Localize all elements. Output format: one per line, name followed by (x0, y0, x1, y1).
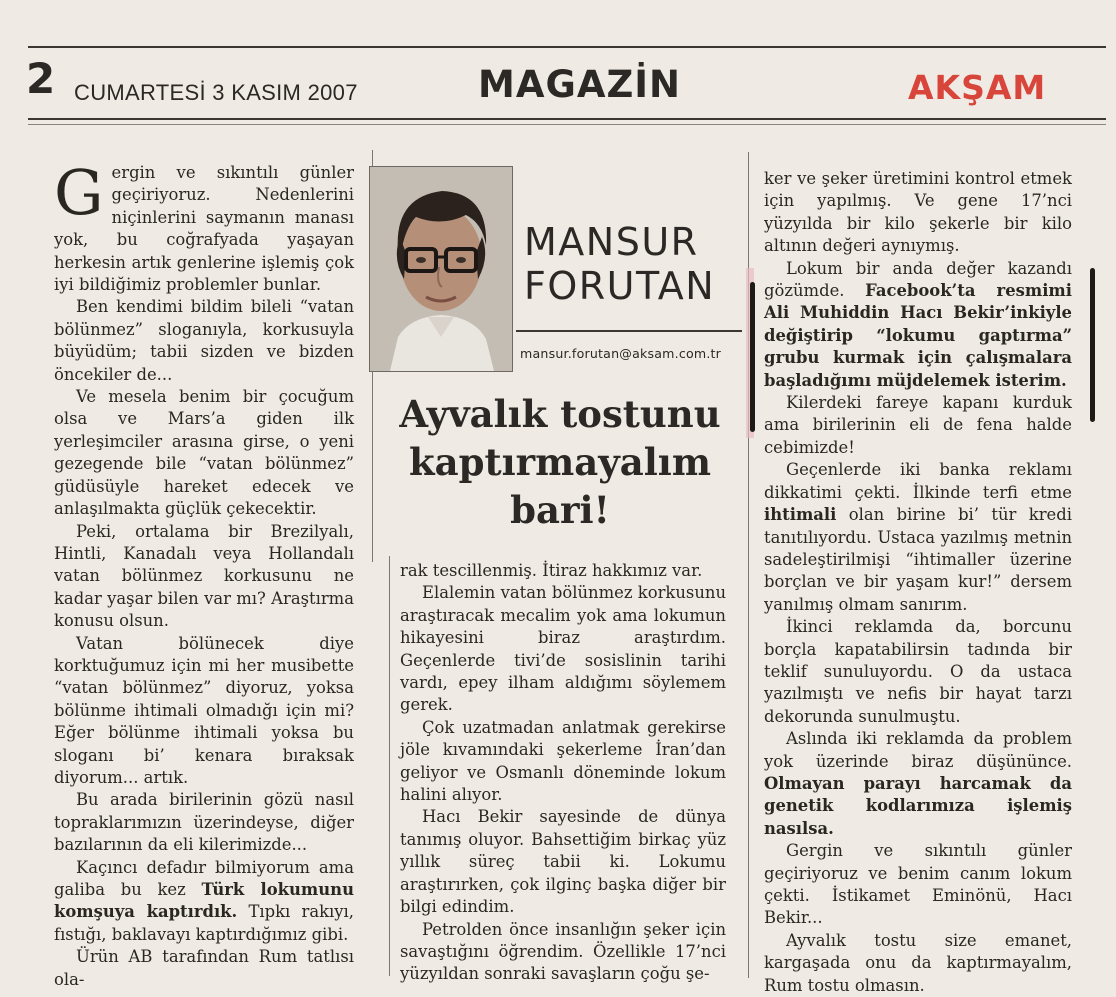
paragraph-7-text-a: Kaçıncı defadır bilmiyorum ama galiba bu kez (54, 857, 354, 899)
header-top-rule (28, 46, 1106, 48)
paragraph-1-text: ergin ve sıkıntılı günler geçiriyoruz. Nedenlerini niçinlerini saymanın manası yok, bu coğrafyada yaşayan herkesin artık genlerine işlemiş çok iyi bildiğimiz problemler bunlar. (54, 163, 354, 295)
paragraph-3: Ve mesela benim bir çocuğum olsa ve Mars’a giden ilk yerleşimciler arasına girse, o yeni gezegende bile “vatan bölünmez” güdüsüyle hareket edecek ve anlaşılmakta güçlük çekecektir. (54, 387, 354, 519)
paragraph-6-text-a: Aslında iki reklamda da problem yok üzerinde biraz düşününce. (764, 729, 1072, 771)
author-email[interactable]: mansur.forutan@aksam.com.tr (520, 346, 722, 361)
paragraph-6-bold: Olmayan parayı harcamak da genetik kodlarımıza işlemiş nasılsa. (764, 773, 1072, 838)
author-first-name: MANSUR (524, 220, 699, 264)
author-last-name: FORUTAN (524, 264, 716, 308)
paragraph-4-bold: ihtimali (764, 505, 837, 525)
paragraph-7-text-c: Tıpkı rakıyı, fıstığı, baklavayı kaptırdığımız gibi. (54, 902, 354, 944)
paragraph-6: Bu arada birilerinin gözü nasıl topraklarımızın üzerindeyse, diğer bazılarının da eli kilerimizde... (54, 790, 354, 855)
paragraph-7-bold: Türk lokumunu komşuya kaptırdık. (54, 880, 354, 922)
paragraph-2-bold: Facebook’ta resmimi Ali Muhiddin Hacı Bekir’inkiyle değiştirip “lokumu gaptırma” grubu kurmak için çalışmalara başladığımı müjdelemek isterim. (764, 281, 1072, 390)
column-divider-mid (389, 556, 390, 976)
article-headline (380, 390, 740, 534)
headline-line-1: Ayvalık tostunu (399, 392, 721, 436)
paragraph-1 (54, 156, 354, 296)
paragraph-6 (764, 728, 1072, 840)
paragraph-2: Elalemin vatan bölünmez korkusunu araştıracak mecalim yok ama lokumun hikayesini biraz araştırdım. Geçenlerde tivi’de sosislinin tarihi vardı, epey ilham aldığımı söylemem gerek. (400, 583, 726, 715)
header-bottom-rule-thin (28, 124, 1106, 125)
paragraph-4-text-c: olan birine bi’ tür kredi tanıtılıyordu. Ustaca yazılmış metnin sadeleştirilmişi “ihtimaller üzerine borçlan ve bir yaşam kur!” dersem yanılmış olmam sanırım. (764, 505, 1072, 614)
article-column-3 (764, 168, 1072, 997)
author-portrait-image (370, 167, 512, 371)
paragraph-2-text-a: Lokum bir anda değer kazandı gözümde. (764, 258, 1072, 301)
newspaper-logo: AKŞAM (908, 68, 1047, 107)
paragraph-8: Ürün AB tarafından Rum tatlısı ola- (54, 947, 354, 989)
paragraph-5: Vatan bölünecek diye korktuğumuz için mi her musibette “vatan bölünmez” diyoruz, yoksa bölünme ihtimali olmadığı için mi? Eğer bölünme ihtimali yoksa bu sloganı bi’ kenara bıraksak diyorum... artık. (54, 633, 354, 787)
paragraph-4 (764, 459, 1072, 616)
headline-line-2: kaptırmayalım (409, 440, 711, 484)
marker-bracket-right (1090, 268, 1095, 422)
article-column-2 (400, 560, 726, 986)
section-title: MAGAZİN (478, 63, 682, 106)
paragraph-1: rak tescillenmiş. İtiraz hakkımız var. (400, 561, 703, 580)
paragraph-4: Hacı Bekir sayesinde de dünya tanımış oluyor. Bahsettiğim birkaç yüz yıllık süreç tabii ki. Lokumu araştırırken, çok ilginç başka diğer bir bilgi edindim. (400, 807, 726, 917)
paragraph-4: Peki, ortalama bir Brezilyalı, Hintli, Kanadalı veya Hollandalı vatan bölünmez korkusunu ne kadar yaşar bilen var mı? Araştırma konusu olsun. (54, 521, 354, 631)
paragraph-2 (764, 258, 1072, 392)
issue-date: CUMARTESİ 3 KASIM 2007 (74, 80, 358, 105)
paragraph-5: İkinci reklamda da, borcunu borçla kapatabilirsin tadında bir teklif sunuluyordu. O da ustaca yazılmıştı ve nefis bir hayat tarzı dekorunda sunulmuştu. (764, 617, 1072, 726)
paragraph-3: Kilerdeki fareye kapanı kurduk ama birilerinin eli de fena halde cebimizde! (764, 393, 1072, 457)
paragraph-8: Ayvalık tostu size emanet, kargaşada onu da kaptırmayalım, Rum tostu olmasın. (764, 930, 1072, 995)
byline-rule (516, 330, 742, 332)
paragraph-1: ker ve şeker üretimini kontrol etmek için yapılmış. Ve gene 17’nci yüzyılda bir kilo şekerle bir kilo altının değeri aynıymış. (764, 169, 1072, 256)
marker-bracket-left (750, 282, 755, 432)
paragraph-7 (54, 857, 354, 947)
paragraph-5: Petrolden önce insanlığın şeker için savaştığını öğrendim. Özellikle 17’nci yüzyıldan sonraki savaşların çoğu şe- (400, 919, 726, 984)
headline-line-3: bari! (510, 488, 610, 532)
paragraph-3: Çok uzatmadan anlatmak gerekirse jöle kıvamındaki şekerleme İran’dan geliyor ve Osmanlı döneminde lokum halini alıyor. (400, 717, 726, 805)
author-photo (369, 166, 513, 372)
paragraph-7: Gergin ve sıkıntılı günler geçiriyoruz ve benim canım lokum çekti. İstikamet Eminönü, Hacı Bekir... (764, 841, 1072, 928)
page-number: 2 (26, 54, 56, 103)
paragraph-4-text-a: Geçenlerde iki banka reklamı dikkatimi çekti. İlkinde terfi etme (764, 460, 1072, 502)
drop-cap: G (54, 156, 104, 229)
paragraph-2: Ben kendimi bildim bileli “vatan bölünmez” sloganıyla, korkusuyla büyüdüm; tabii sizden ve bizden öncekiler de... (54, 297, 354, 384)
header-bottom-rule (28, 118, 1106, 120)
article-column-1 (54, 156, 354, 991)
